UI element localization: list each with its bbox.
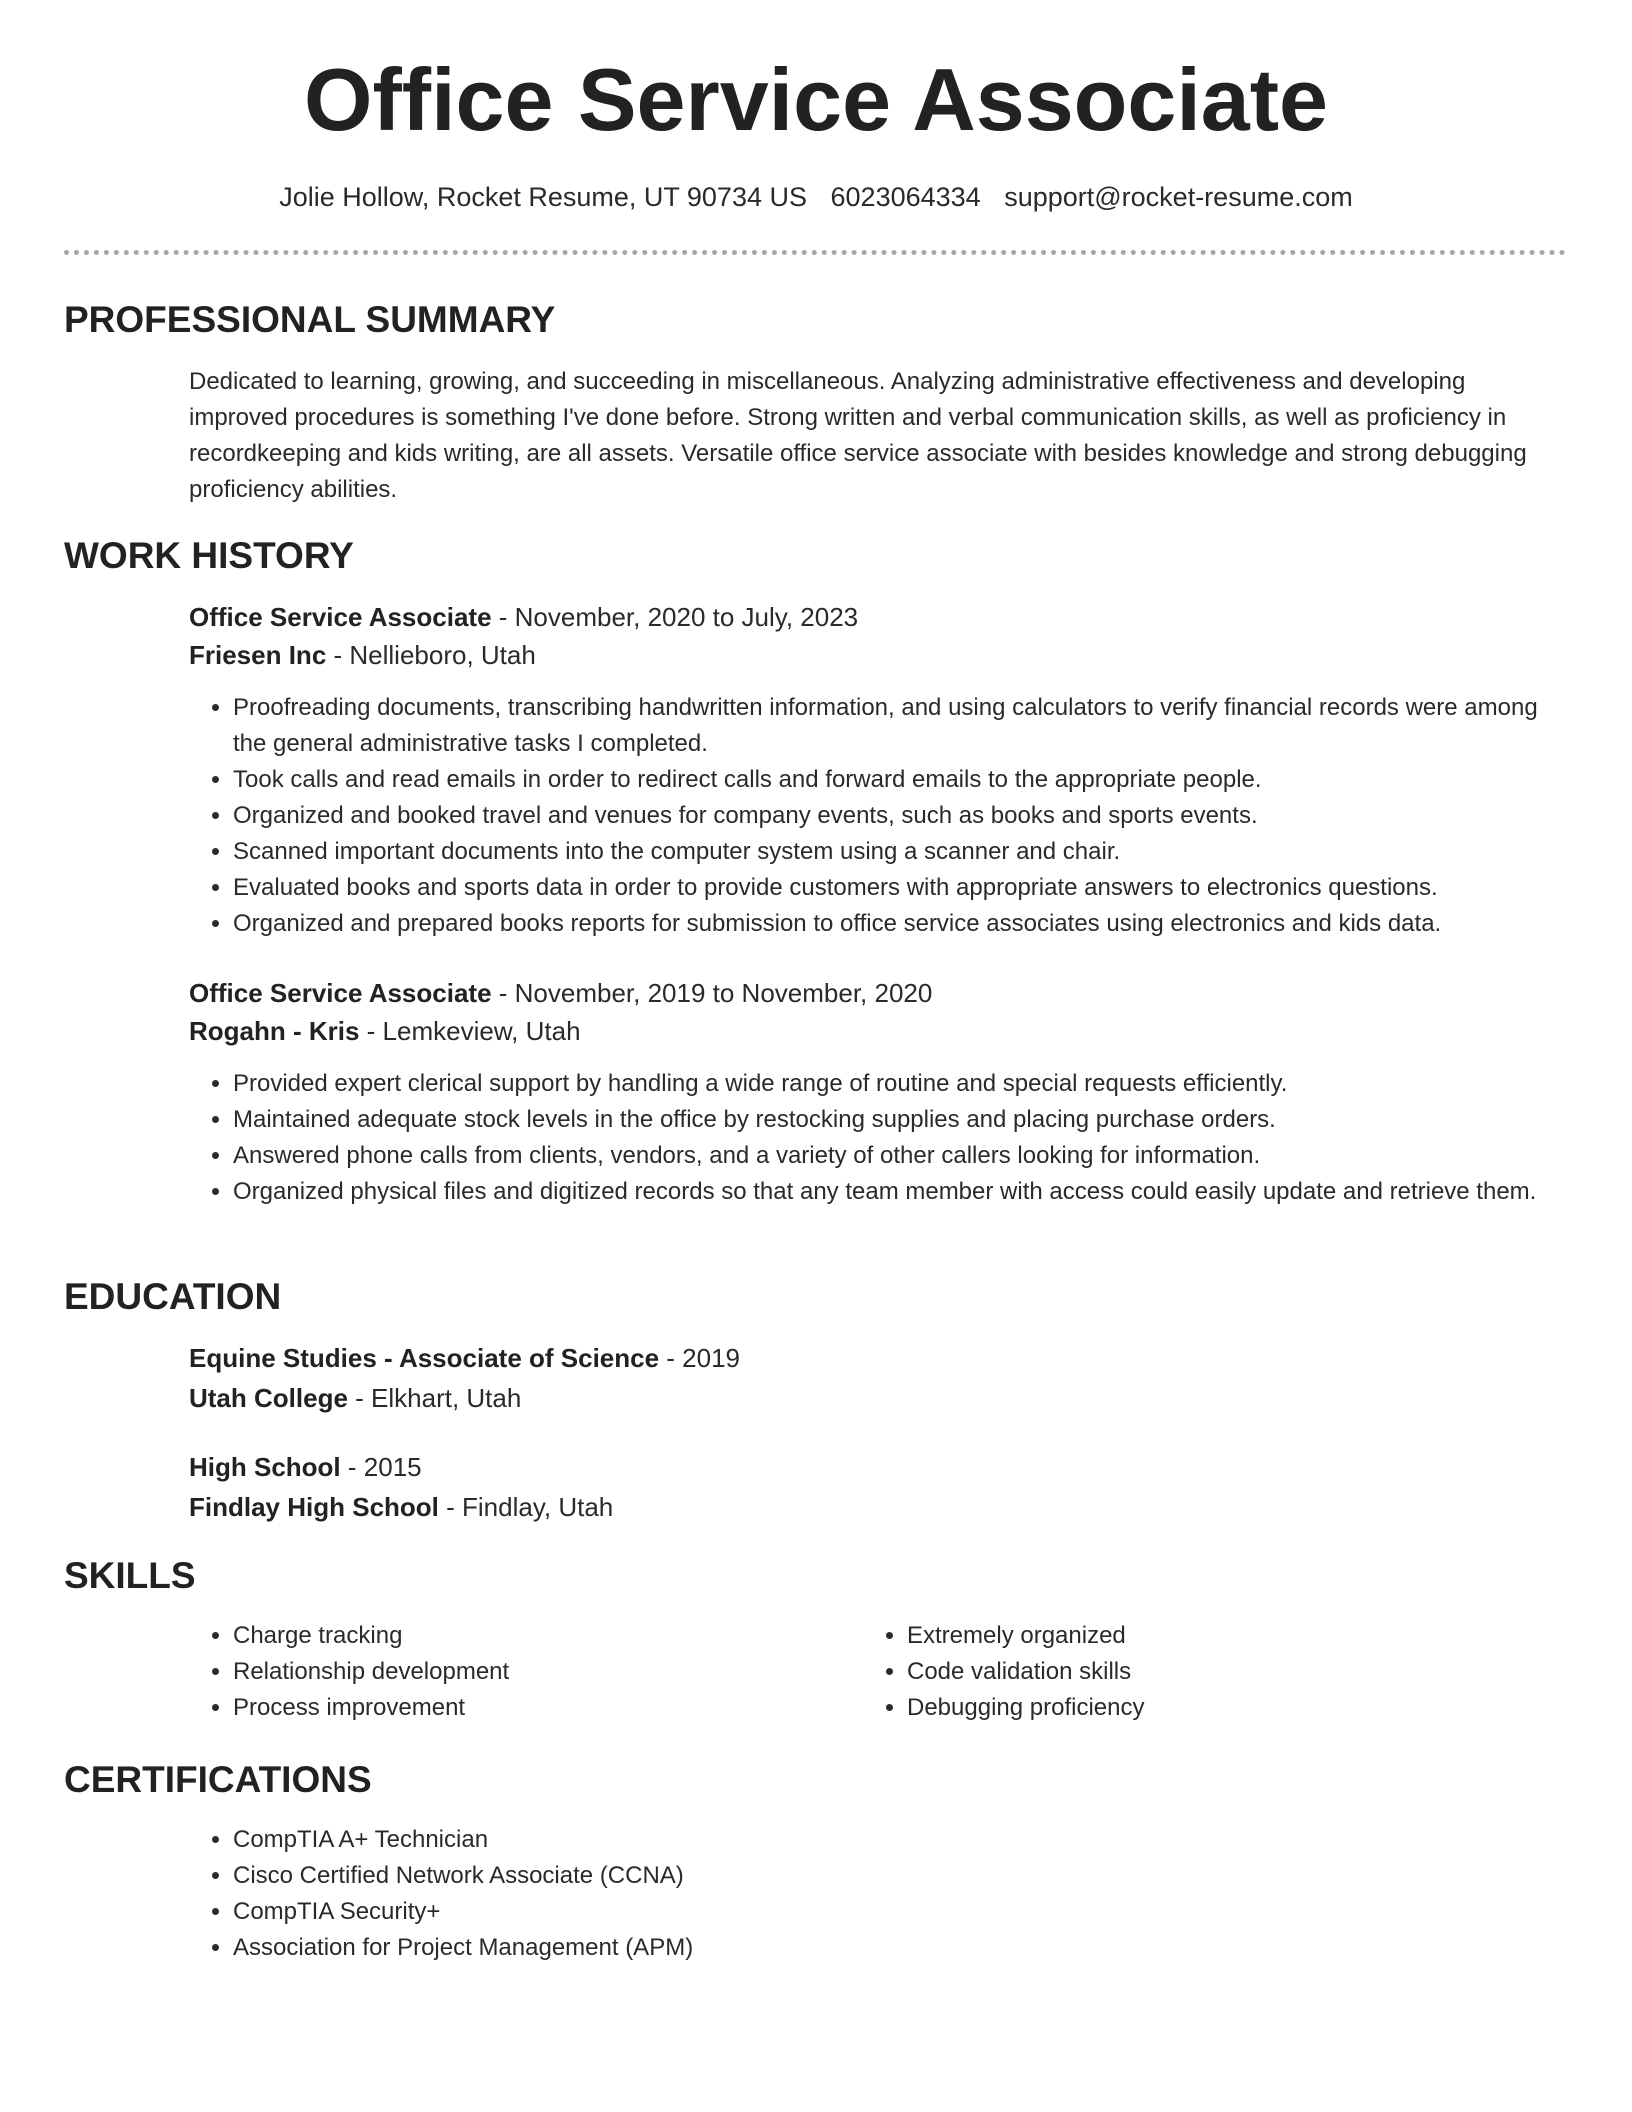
- job-duty: • Organized physical files and digitized records so that any team member with access could easily update and retrieve them.: [233, 1174, 1567, 1210]
- section-title-work-history: WORK HISTORY: [64, 535, 354, 576]
- job-role: Office Service Associate: [189, 602, 492, 632]
- job-company-line: [189, 636, 1567, 674]
- contact-address: Jolie Hollow, Rocket Resume, UT 90734 US: [279, 182, 807, 212]
- summary-block: [189, 364, 1567, 508]
- education-degree-line: [189, 1448, 1567, 1486]
- certification-item: • CompTIA A+ Technician: [233, 1822, 1567, 1858]
- job-company-line: [189, 1012, 1567, 1050]
- certifications-list: [189, 1822, 1567, 1966]
- education-degree: High School: [189, 1452, 341, 1482]
- job-title-line: [189, 598, 1567, 636]
- section-title-certifications: CERTIFICATIONS: [64, 1759, 372, 1800]
- job-duty: • Evaluated books and sports data in order to provide customers with appropriate answers to electronics questions.: [233, 870, 1567, 906]
- education-school-line: [189, 1379, 1567, 1417]
- job-duty: • Provided expert clerical support by handling a wide range of routine and special requests efficiently.: [233, 1066, 1567, 1102]
- skill-item: • Process improvement: [233, 1690, 789, 1726]
- education-entry: [189, 1448, 1567, 1526]
- education-year: - 2015: [340, 1452, 422, 1482]
- skills-list: [863, 1618, 1463, 1726]
- certification-item: • Association for Project Management (APM): [233, 1930, 1567, 1966]
- contact-email: support@rocket-resume.com: [1004, 182, 1353, 212]
- education-school: Findlay High School: [189, 1492, 439, 1522]
- section-title-skills: SKILLS: [64, 1555, 196, 1596]
- job-dates: - November, 2020 to July, 2023: [491, 602, 859, 632]
- education-degree: Equine Studies - Associate of Science: [189, 1343, 660, 1373]
- education-school: Utah College: [189, 1383, 348, 1413]
- skill-item: • Code validation skills: [907, 1654, 1463, 1690]
- education-location: - Findlay, Utah: [438, 1492, 614, 1522]
- job-duty: • Scanned important documents into the computer system using a scanner and chair.: [233, 834, 1567, 870]
- certifications-block: [189, 1822, 1567, 1966]
- job-duty: • Maintained adequate stock levels in the office by restocking supplies and placing purchase orders.: [233, 1102, 1567, 1138]
- skill-item: • Relationship development: [233, 1654, 789, 1690]
- skill-item: • Debugging proficiency: [907, 1690, 1463, 1726]
- education-location: - Elkhart, Utah: [347, 1383, 522, 1413]
- education-degree-line: [189, 1339, 1567, 1377]
- candidate-name: Office Service Associate: [304, 50, 1328, 149]
- job-duties-list: [189, 1066, 1567, 1210]
- certification-item: • CompTIA Security+: [233, 1894, 1567, 1930]
- job-entry: [189, 598, 1567, 942]
- job-location: - Nellieboro, Utah: [326, 640, 536, 670]
- education-school-line: [189, 1488, 1567, 1526]
- job-location: - Lemkeview, Utah: [359, 1016, 581, 1046]
- section-title-summary: PROFESSIONAL SUMMARY: [64, 299, 556, 340]
- job-duty: • Organized and prepared books reports for submission to office service associates using electronics and kids data.: [233, 906, 1567, 942]
- section-title-education: EDUCATION: [64, 1276, 282, 1317]
- job-duty: • Took calls and read emails in order to redirect calls and forward emails to the appropriate people.: [233, 762, 1567, 798]
- skills-column-right: [863, 1618, 1463, 1726]
- skill-item: • Charge tracking: [233, 1618, 789, 1654]
- job-company: Friesen Inc: [189, 640, 327, 670]
- education-year: - 2019: [659, 1343, 741, 1373]
- job-dates: - November, 2019 to November, 2020: [491, 978, 933, 1008]
- contact-phone: 6023064334: [830, 182, 981, 212]
- skill-item: • Extremely organized: [907, 1618, 1463, 1654]
- skills-column-left: [189, 1618, 789, 1726]
- job-company: Rogahn - Kris: [189, 1016, 360, 1046]
- job-entry: [189, 974, 1567, 1210]
- skills-list: [189, 1618, 789, 1726]
- job-duty: • Proofreading documents, transcribing handwritten information, and using calculators to verify financial records were among the general administrative tasks I completed.: [233, 690, 1567, 762]
- job-duty: • Answered phone calls from clients, vendors, and a variety of other callers looking for information.: [233, 1138, 1567, 1174]
- contact-line: [0, 182, 1632, 213]
- job-title-line: [189, 974, 1567, 1012]
- certification-item: • Cisco Certified Network Associate (CCNA): [233, 1858, 1567, 1894]
- job-duties-list: [189, 690, 1567, 942]
- education-entry: [189, 1339, 1567, 1417]
- job-role: Office Service Associate: [189, 978, 492, 1008]
- header-divider: [64, 250, 1566, 255]
- summary-text: Dedicated to learning, growing, and succeeding in miscellaneous. Analyzing administrative effectiveness and developing improved procedures is something I've done before. Strong written and verbal communication skills, as well as proficiency in recordkeeping and kids writing, are all assets. Versatile office service associate with besides knowledge and strong debugging proficiency abilities.: [189, 368, 1527, 503]
- job-duty: • Organized and booked travel and venues for company events, such as books and sports events.: [233, 798, 1567, 834]
